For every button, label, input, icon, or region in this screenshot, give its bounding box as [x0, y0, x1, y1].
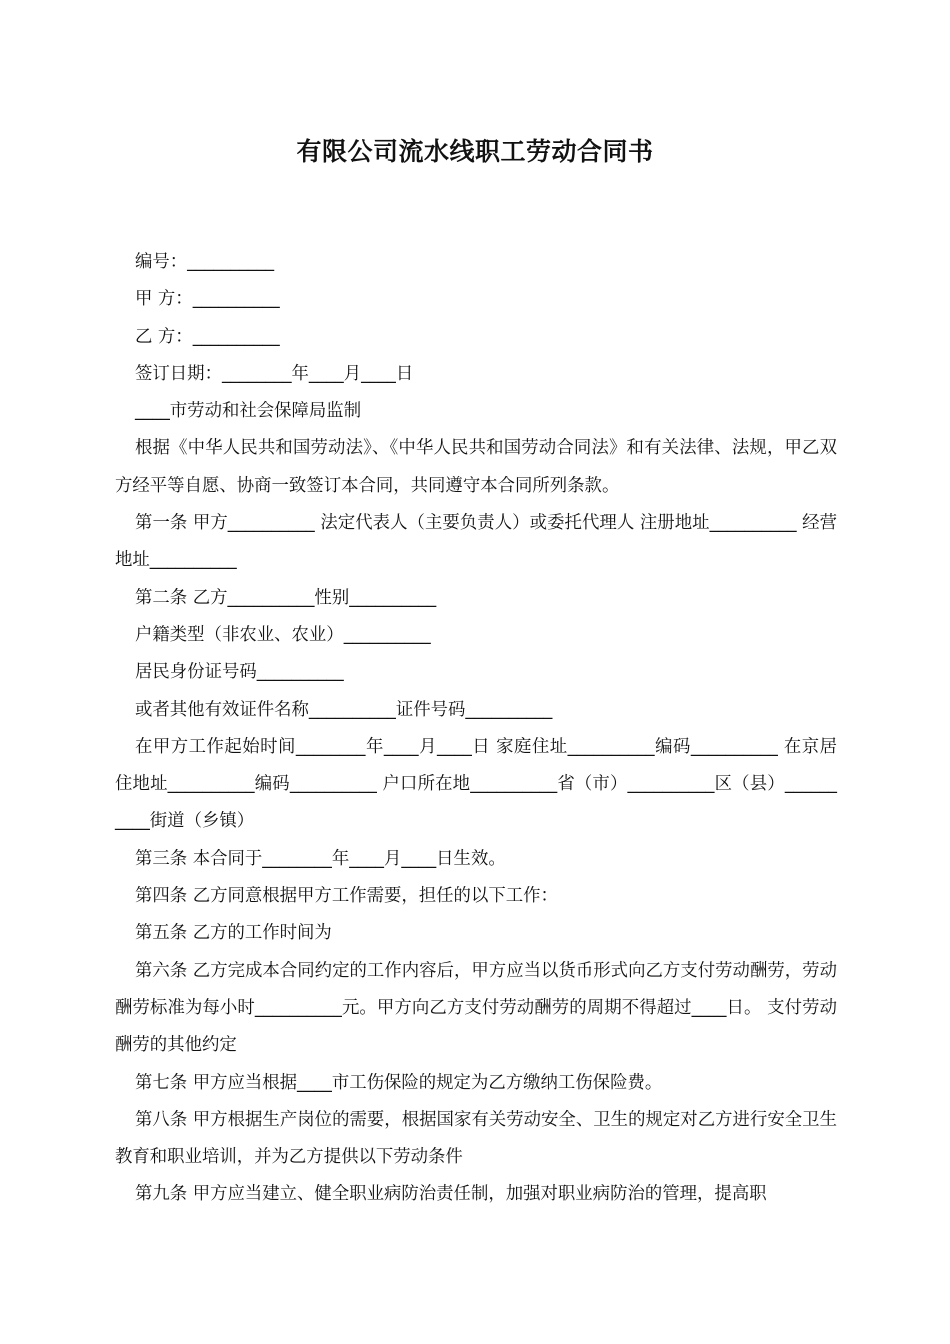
article-5: 第五条 乙方的工作时间为: [135, 923, 332, 944]
article-9: 第九条 甲方应当建立、健全职业病防治责任制，加强对职业病防治的管理，提高职: [135, 1184, 767, 1205]
article-6: 第六条 乙方完成本合同约定的工作内容后，甲方应当以货币形式向乙方支付劳动酬劳，劳动酬劳标准为每小时__________元。甲方向乙方支付劳动酬劳的周期不得超过____日。 支付劳动酬劳的其他约定: [115, 960, 837, 1056]
party-b-line: 乙 方：__________: [135, 326, 280, 347]
article-2: 第二条 乙方__________性别__________: [135, 587, 437, 608]
party-a-line: 甲 方：__________: [135, 289, 280, 310]
supervision-line: ____市劳动和社会保障局监制: [135, 401, 362, 422]
employment-address-paragraph: 在甲方工作起始时间________年____月____日 家庭住址__________编码__________ 在京居住地址__________编码__________ 户口所在地__________省（市）__________区（县）__________街道（乡镇）: [115, 736, 837, 832]
article-1: 第一条 甲方__________ 法定代表人（主要负责人）或委托代理人 注册地址__________ 经营地址__________: [115, 513, 837, 571]
other-id-line: 或者其他有效证件名称__________证件号码__________: [135, 699, 553, 720]
contract-number-line: 编号：__________: [135, 252, 275, 272]
signing-date-line: 签订日期：________年____月____日: [135, 363, 414, 384]
article-7: 第七条 甲方应当根据____市工伤保险的规定为乙方缴纳工伤保险费。: [135, 1072, 663, 1093]
document-title: 有限公司流水线职工劳动合同书: [296, 137, 654, 166]
id-number-line: 居民身份证号码__________: [135, 662, 344, 683]
household-type-line: 户籍类型（非农业、农业）__________: [135, 624, 431, 645]
contract-body: [115, 244, 837, 1214]
article-4: 第四条 乙方同意根据甲方工作需要，担任的以下工作：: [135, 886, 558, 907]
preamble-paragraph: 根据《中华人民共和国劳动法》、《中华人民共和国劳动合同法》和有关法律、法规，甲乙双方经平等自愿、协商一致签订本合同，共同遵守本合同所列条款。: [115, 438, 837, 496]
article-3: 第三条 本合同于________年____月____日生效。: [135, 848, 506, 869]
article-8: 第八条 甲方根据生产岗位的需要，根据国家有关劳动安全、卫生的规定对乙方进行安全卫生教育和职业培训，并为乙方提供以下劳动条件: [115, 1109, 837, 1168]
